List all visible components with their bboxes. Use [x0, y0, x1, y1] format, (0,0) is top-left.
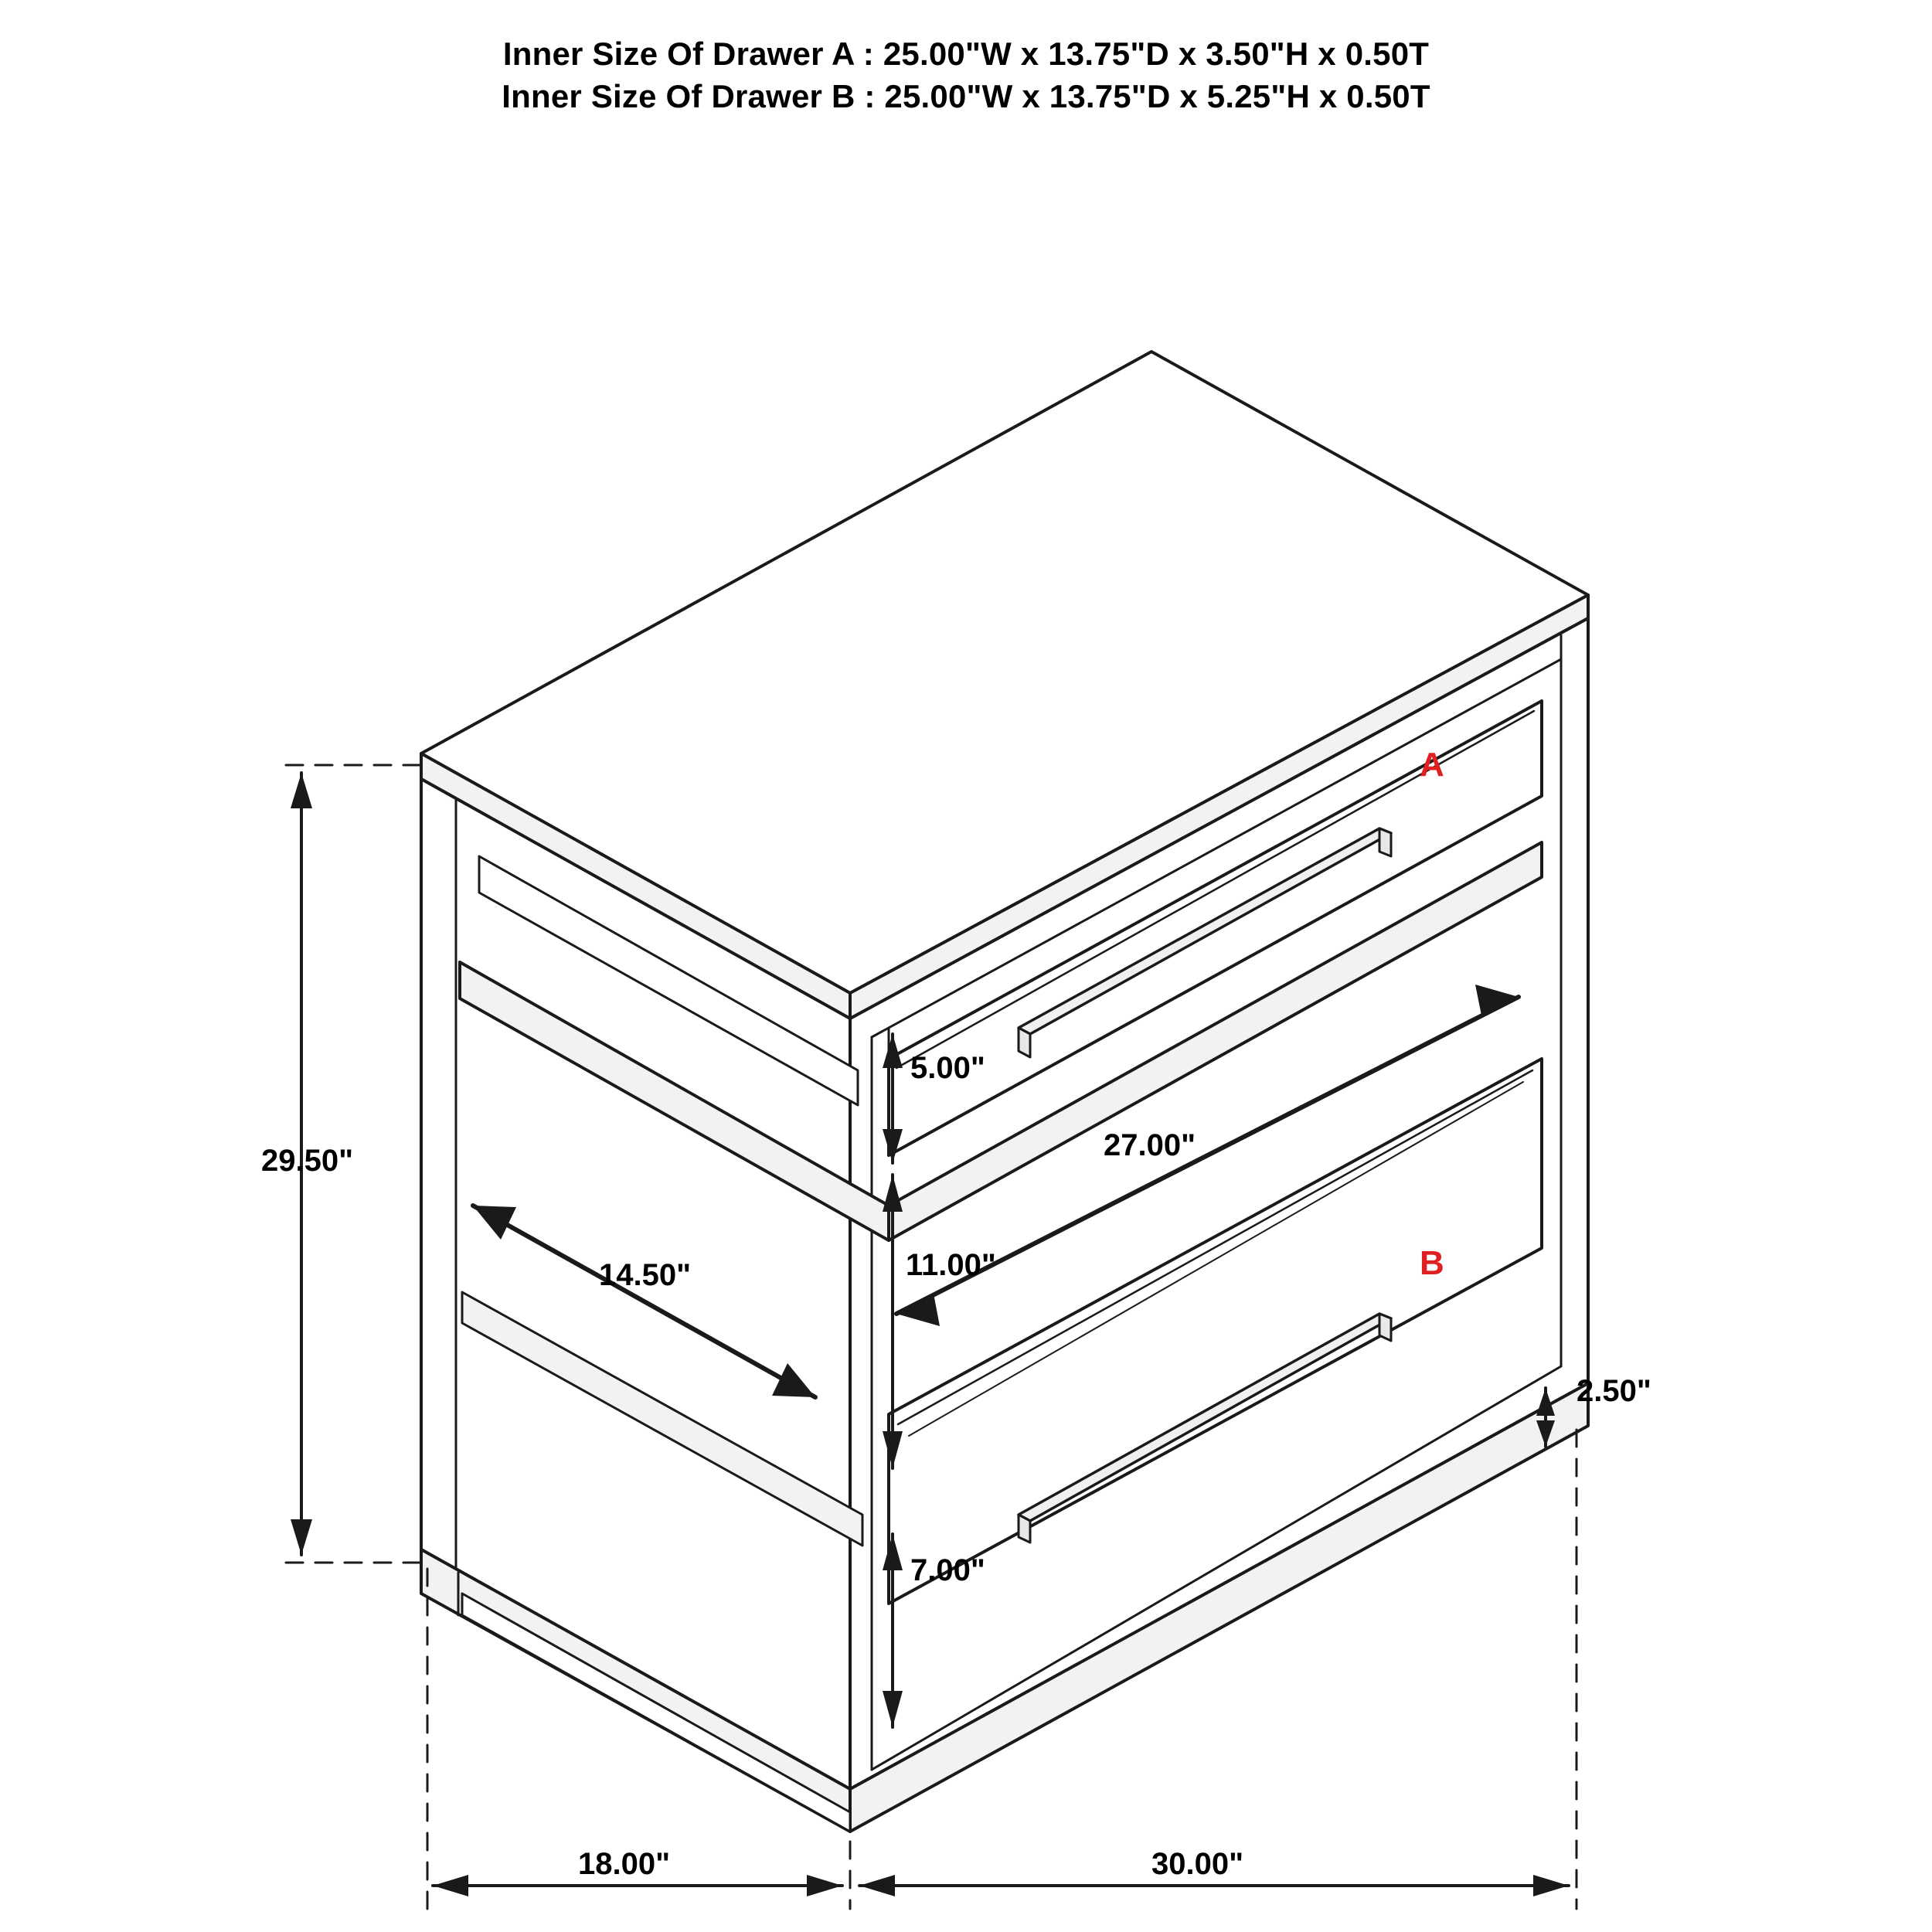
label-drawer-a-opening: 5.00" [910, 1051, 985, 1085]
drawer-a-spec-line: Inner Size Of Drawer A : 25.00"W x 13.75"D x 3.50"H x 0.50T [502, 36, 1430, 72]
drawer-b-callout: B [1420, 1244, 1444, 1282]
label-base-clearance: 2.50" [1577, 1374, 1651, 1408]
label-bottom-drawer-height: 7.00" [910, 1553, 985, 1587]
label-inner-depth: 14.50" [599, 1258, 692, 1292]
drawer-a-handle-post-left [1019, 1028, 1030, 1057]
drawer-a-handle-post-right [1379, 828, 1391, 856]
label-inner-width: 27.00" [1104, 1128, 1196, 1162]
label-overall-height: 29.50" [261, 1144, 354, 1178]
label-overall-width: 30.00" [1151, 1847, 1244, 1881]
drawer-a-callout: A [1420, 746, 1444, 784]
drawer-b-handle-post-right [1379, 1314, 1391, 1341]
drawer-b-handle-post-left [1019, 1515, 1030, 1543]
label-overall-depth: 18.00" [578, 1847, 671, 1881]
drawer-b-spec-line: Inner Size Of Drawer B : 25.00"W x 13.75"D x 5.25"H x 0.50T [502, 78, 1430, 115]
label-lower-opening: 11.00" [906, 1248, 996, 1282]
